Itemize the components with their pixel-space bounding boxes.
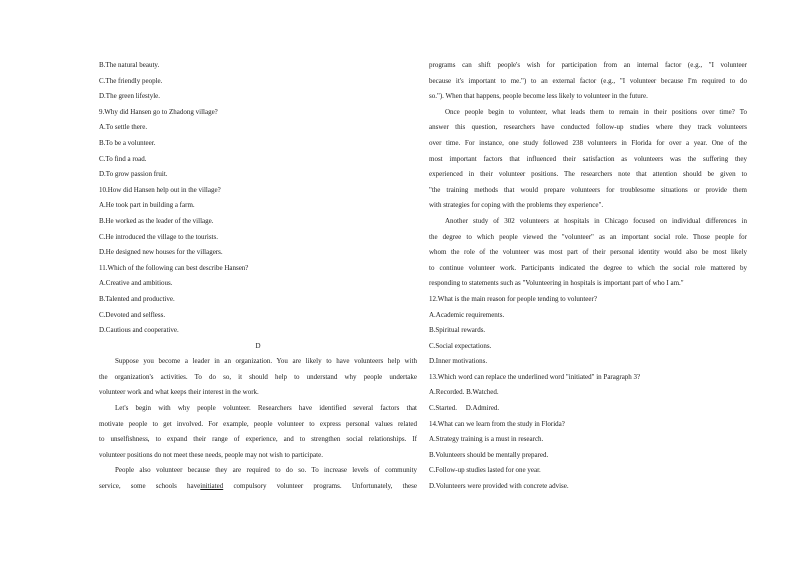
q8-option-b: B.The natural beauty. [99, 61, 160, 69]
passage-line: Another study of 302 volunteers at hospitals in Chicago focused on individual differences in [445, 216, 747, 225]
passage-line: with strategies for coping with the problems they experience". [429, 201, 604, 210]
q14-option-a: A.Strategy training is a must in research. [429, 435, 544, 444]
passage-line: motivate people to get involved. For example, people volunteer to express personal values related [99, 419, 417, 428]
q14-option-b: B.Volunteers should be mentally prepared. [429, 450, 549, 459]
passage-line: the organization's activities. To do so, it should help to understand why people undertake [99, 372, 417, 381]
q12-question: 12.What is the main reason for people tending to volunteer? [429, 294, 597, 303]
section-d-heading: D [255, 341, 261, 350]
passage-line: "the training methods that would prepare volunteers for troublesome situations or provide them [429, 185, 747, 194]
left-column [99, 58, 417, 495]
q10-question: 10.How did Hansen help out in the village? [99, 185, 221, 194]
q9-question: 9.Why did Hansen go to Zhadong village? [99, 107, 218, 116]
passage-line: People also volunteer because they are required to do so. To increase levels of community [115, 466, 417, 475]
q9-option-c: C.To find a road. [99, 154, 147, 163]
passage-line-with-underline [99, 479, 417, 495]
passage-line: answer this question, researchers have conducted follow-up studies where they track volunteers [429, 123, 747, 132]
passage-line: the degree to which people viewed the "volunteer" as an important social role. Those people for [429, 232, 747, 241]
passage-line: to unselfishness, to expand their range of experience, and to strengthen social relationships. If [99, 435, 417, 444]
passage-line: so."). When that happens, people become less likely to volunteer in the future. [429, 92, 648, 101]
q9-option-d: D.To grow passion fruit. [99, 170, 168, 179]
q14-option-d: D.Volunteers were provided with concrete advise. [429, 482, 569, 491]
passage-line: to continue volunteer work. Participants indicated the degree to which the social role mattered by [429, 263, 747, 272]
passage-line: most important factors that influenced their satisfaction as volunteers was the suffering they [429, 154, 747, 163]
underlined-word: initiated [200, 482, 224, 491]
passage-text: compulsory volunteer programs. Unfortunately, these [223, 482, 417, 491]
passage-line: volunteer work and what keeps their interest in the work. [99, 388, 259, 397]
passage-line: responding to statements such as "Volunteering in hospitals is important part of who I am." [429, 279, 684, 288]
passage-line: Once people begin to volunteer, what leads them to remain in their positions over time? To [445, 107, 747, 116]
q11-option-b: B.Talented and productive. [99, 294, 175, 303]
passage-line: over time. For instance, one study followed 238 volunteers in Florida for over a year. One of the [429, 138, 747, 147]
q13-options-cd: C.Started. D.Admired. [429, 404, 500, 413]
q9-option-a: A.To settle there. [99, 123, 148, 132]
q11-question: 11.Which of the following can best describe Hansen? [99, 263, 249, 272]
q8-option-d: D.The green lifestyle. [99, 92, 161, 101]
q10-option-b: B.He worked as the leader of the village. [99, 216, 214, 225]
q8-option-c: C.The friendly people. [99, 76, 163, 85]
q12-option-c: C.Social expectations. [429, 341, 492, 350]
q14-option-c: C.Follow-up studies lasted for one year. [429, 466, 541, 475]
passage-line: because it's important to me.") to an external factor (e.g., "I volunteer because I'm required to do [429, 76, 747, 85]
passage-text: service, some schools have [99, 482, 201, 491]
q11-option-c: C.Devoted and selfless. [99, 310, 166, 319]
passage-line: programs can shift people's wish for participation from an internal factor (e.g., "I volunteer [429, 61, 747, 69]
right-column [429, 58, 747, 495]
passage-line: Suppose you become a leader in an organization. You are likely to have volunteers help with [115, 357, 417, 366]
q10-option-d: D.He designed new houses for the villagers. [99, 248, 223, 257]
q9-option-b: B.To be a volunteer. [99, 138, 156, 147]
passage-line: experienced in their volunteer positions. The researchers note that attention should be given to [429, 170, 747, 179]
q10-option-c: C.He introduced the village to the tourists. [99, 232, 218, 241]
q13-question: 13.Which word can replace the underlined word "initiated" in Paragraph 3? [429, 372, 641, 381]
q14-question: 14.What can we learn from the study in Florida? [429, 419, 565, 428]
q11-option-d: D.Cautious and cooperative. [99, 326, 179, 335]
passage-line: Let's begin with why people volunteer. Researchers have identified several factors that [115, 404, 417, 413]
q10-option-a: A.He took part in building a farm. [99, 201, 195, 210]
q12-option-d: D.Inner motivations. [429, 357, 488, 366]
q12-option-b: B.Spiritual rewards. [429, 326, 486, 335]
passage-line: volunteer positions do not meet these needs, people may not wish to participate. [99, 450, 323, 459]
q13-options-ab: A.Recorded. B.Watched. [429, 388, 499, 397]
passage-line: whom the role of the volunteer was most part of their personal identity would also be most likely [429, 248, 747, 257]
q12-option-a: A.Academic requirements. [429, 310, 505, 319]
q11-option-a: A.Creative and ambitious. [99, 279, 173, 288]
